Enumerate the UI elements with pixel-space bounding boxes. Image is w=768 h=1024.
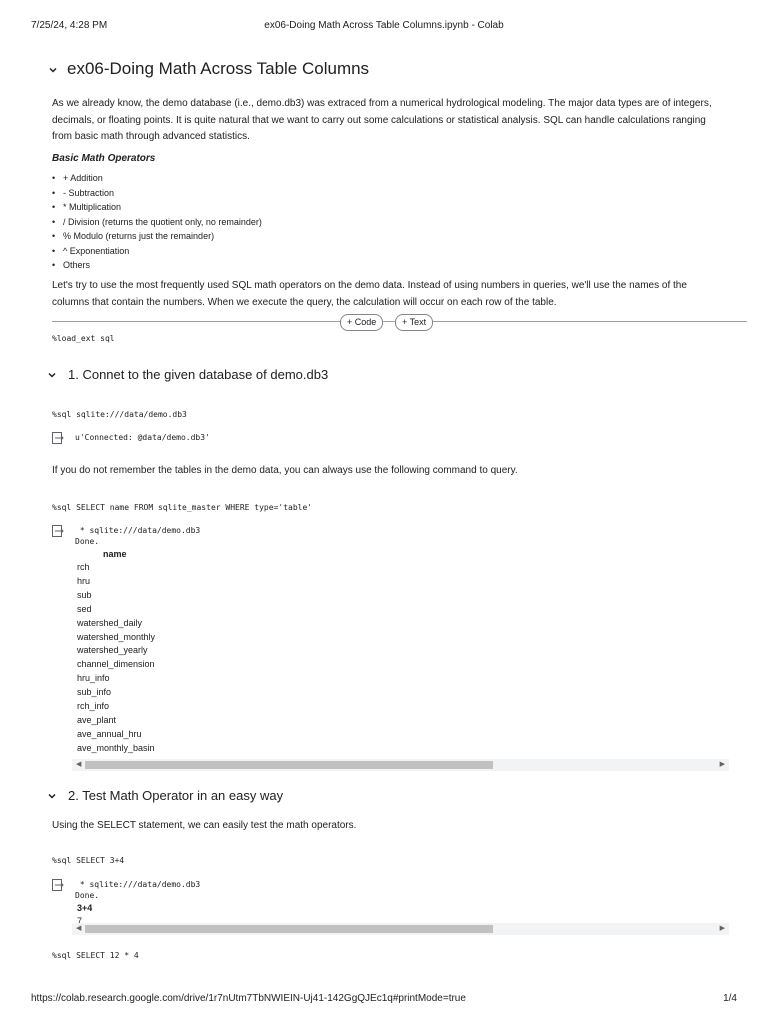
para2-text <box>52 278 712 311</box>
table-row: channel_dimension <box>77 659 155 670</box>
operators-list <box>52 171 262 273</box>
tables-column-header: name <box>103 549 127 559</box>
table-row: sub <box>77 589 92 600</box>
chevron-down-icon[interactable] <box>47 64 59 76</box>
chevron-down-icon[interactable] <box>46 369 58 381</box>
table-row: hru_info <box>77 673 110 684</box>
scrollbar-thumb[interactable] <box>85 925 493 933</box>
scroll-right-icon[interactable]: ▶ <box>719 925 725 932</box>
notebook-title: ex06-Doing Math Across Table Columns <box>67 59 370 78</box>
add-column-header: 3+4 <box>77 903 93 913</box>
output-toggle-icon[interactable] <box>52 879 66 891</box>
select-note-text <box>52 818 712 835</box>
list-item: • * Multiplication <box>52 200 262 215</box>
scroll-right-icon[interactable]: ▶ <box>719 761 725 768</box>
table-row: rch <box>77 562 90 572</box>
tables-output-done: Done. <box>75 537 100 546</box>
print-footer <box>31 993 737 1007</box>
add-code-button[interactable]: + Code <box>340 314 383 331</box>
tables-note: If you do not remember the tables in the demo data, you can always use the following command to query. <box>52 465 518 476</box>
add-text-button[interactable]: + Text <box>395 314 433 331</box>
code-cell-load-ext[interactable]: %load_ext sql <box>52 334 115 343</box>
print-header <box>31 20 737 34</box>
output-scrollbar[interactable] <box>72 759 729 771</box>
select-note: Using the SELECT statement, we can easily test the math operators. <box>52 820 357 831</box>
tables-note-text <box>52 463 712 480</box>
table-row: watershed_monthly <box>77 631 156 642</box>
print-url: https://colab.research.google.com/drive/1r7nUtm7TbNWIEIN-Uj41-142GgQJEc1q#printMode=true <box>31 993 466 1004</box>
connect-output: u'Connected: @data/demo.db3' <box>75 433 210 442</box>
intro-paragraph: As we already know, the demo database (i.e., demo.db3) was extraced from a numerical hydrological modeling. The major data types are of integers, decimals, or floating points. It is quite natural that we want to carry out some calculations or statistical analysis. SQL can handle calculations ranging from basic math through advanced statistics. <box>52 98 712 142</box>
scroll-left-icon[interactable]: ◀ <box>76 925 82 932</box>
list-item: • Others <box>52 258 262 273</box>
code-cell-mult[interactable]: %sql SELECT 12 * 4 <box>52 951 139 960</box>
output-scrollbar[interactable] <box>72 923 729 935</box>
table-row: sub_info <box>77 687 112 698</box>
scrollbar-thumb[interactable] <box>85 761 493 769</box>
table-row: hru <box>77 575 91 586</box>
table-row: watershed_daily <box>77 617 143 628</box>
scroll-left-icon[interactable]: ◀ <box>76 761 82 768</box>
add-cell-bar <box>52 314 747 330</box>
list-item: • ^ Exponentiation <box>52 244 262 259</box>
code-cell-connect[interactable]: %sql sqlite:///data/demo.db3 <box>52 410 187 419</box>
table-row: sed <box>77 603 92 614</box>
list-item: • % Modulo (returns just the remainder) <box>52 229 262 244</box>
table-row: watershed_yearly <box>77 645 148 656</box>
code-cell-tables[interactable]: %sql SELECT name FROM sqlite_master WHERE type='table' <box>52 503 313 512</box>
list-item: • + Addition <box>52 171 262 186</box>
tables-list <box>77 561 155 756</box>
add-result-value: 7 <box>77 916 83 923</box>
table-row: ave_monthly_basin <box>77 742 155 753</box>
section-2-title: 2. Test Math Operator in an easy way <box>68 788 284 803</box>
code-cell-add[interactable]: %sql SELECT 3+4 <box>52 856 125 865</box>
intro-text <box>52 96 712 146</box>
chevron-down-icon[interactable] <box>46 790 58 802</box>
print-doc-title: ex06-Doing Math Across Table Columns.ipynb - Colab <box>264 20 504 31</box>
add-output-done: Done. <box>75 891 100 900</box>
add-output-conn: * sqlite:///data/demo.db3 <box>75 880 201 889</box>
output-toggle-icon[interactable] <box>52 525 66 537</box>
basic-ops-heading: Basic Math Operators <box>52 153 156 164</box>
print-datetime: 7/25/24, 4:28 PM <box>31 20 108 31</box>
section-1-title: 1. Connet to the given database of demo.db3 <box>68 367 329 382</box>
table-row: ave_annual_hru <box>77 728 142 739</box>
output-toggle-icon[interactable] <box>52 432 66 444</box>
page-number: 1/4 <box>723 993 737 1004</box>
list-item: • / Division (returns the quotient only, no remainder) <box>52 215 262 230</box>
tables-output-conn: * sqlite:///data/demo.db3 <box>75 526 201 535</box>
table-row: ave_plant <box>77 714 117 725</box>
table-row: rch_info <box>77 701 110 712</box>
para2: Let's try to use the most frequently used SQL math operators on the demo data. Instead of using numbers in queries, we'll use the names of the columns that contain the numbers. When we execute the query, the calculation will occur on each row of the table. <box>52 280 687 308</box>
list-item: • - Subtraction <box>52 186 262 201</box>
